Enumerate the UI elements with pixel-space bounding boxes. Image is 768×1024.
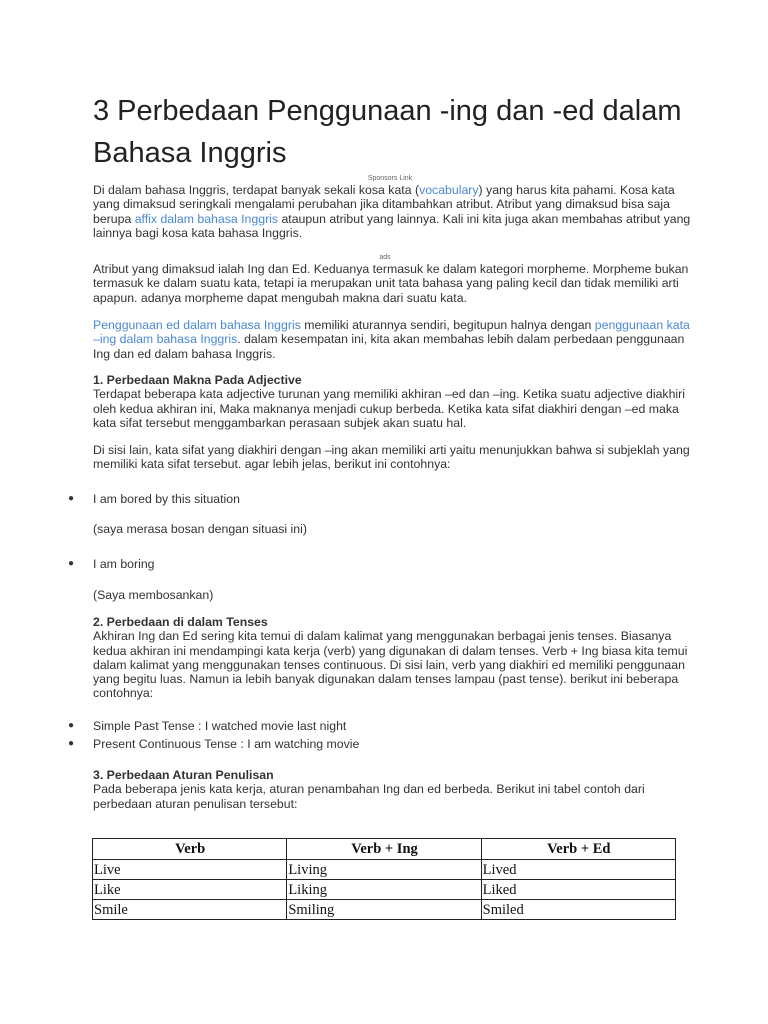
bullet-icon: ● (68, 720, 75, 731)
table-row (93, 880, 676, 900)
table-cell: Like (93, 880, 287, 900)
table-cell: Smiled (481, 900, 675, 920)
example-translation: (Saya membosankan) (93, 588, 214, 602)
vocabulary-link[interactable]: vocabulary (419, 183, 479, 197)
intro-paragraph: Di dalam bahasa Inggris, terdapat banyak sekali kosa kata (vocabulary) yang harus kita pahami. Kosa kata yang dimaksud seringkali mengalami perubahan jika ditambahkan atribut. Atribut yang dimaksud bisa saja berupa affix dalam bahasa Inggris ataupun atribut yang lainnya. Kali ini kita juga akan membahas atribut yang lainnya bagi kosa kata bahasa Inggris. (93, 183, 691, 240)
table-cell: Live (93, 860, 287, 880)
table-header: Verb + Ing (287, 839, 481, 860)
section1-block (93, 373, 693, 430)
sponsors-label: Sponsors Link (367, 175, 413, 182)
table-header: Verb (93, 839, 287, 860)
tense-example: Present Continuous Tense : I am watching movie (93, 737, 360, 751)
section1-body2: Di sisi lain, kata sifat yang diakhiri dengan –ing akan memiliki arti yaitu menunjukkan bahwa si subjeklah yang memiliki kata sifat tersebut. agar lebih jelas, berikut ini contohnya: (93, 443, 690, 472)
bullet-icon: ● (68, 558, 75, 569)
section1-heading: 1. Perbedaan Makna Pada Adjective (93, 373, 302, 387)
ads-label: ads (379, 254, 391, 261)
section2-body: Akhiran Ing dan Ed sering kita temui di dalam kalimat yang menggunakan berbagai jenis tenses. Biasanya kedua akhiran ini mendampingi kata kerja (verb) yang digunakan di dalam tenses. Verb + Ing biasa kita temui dalam kalimat yang menggunakan tenses continuous. Di sisi lain, verb yang diakhiri ed memiliki penggunaan yang begitu luas. Namun ia lebih banyak digunakan dalam tenses lampau (past tense). berikut ini beberapa contohnya: (93, 629, 688, 701)
table-row (93, 860, 676, 880)
table-cell: Liking (287, 880, 481, 900)
page-title: 3 Perbedaan Penggunaan -ing dan -ed dalam Bahasa Inggris (93, 95, 682, 169)
section3-block (93, 768, 693, 811)
section1-body: Terdapat beberapa kata adjective turunan yang memiliki akhiran –ed dan –ing. Ketika suatu adjective diakhiri oleh kedua akhiran ini, Maka maknanya menjadi cukup berbeda. Ketika kata sifat diakhiri dengan –ed maka kata sifat tersebut menggambarkan perasaan subjek akan suatu hal. (93, 387, 685, 430)
table-cell: Liked (481, 880, 675, 900)
section2-heading: 2. Perbedaan di dalam Tenses (93, 615, 268, 629)
section3-body: Pada beberapa jenis kata kerja, aturan penambahan Ing dan ed berbeda. Berikut ini tabel contoh dari perbedaan aturan penulisan tersebut: (93, 782, 645, 811)
table-header-row (93, 839, 676, 860)
section2-block (93, 615, 693, 701)
usage-paragraph: Penggunaan ed dalam bahasa Inggris memiliki aturannya sendiri, begitupun halnya dengan penggunaan kata –ing dalam bahasa Inggris. dalam kesempatan ini, kita akan membahas lebih dalam perbedaan penggunaan Ing dan ed dalam bahasa Inggris. (93, 318, 690, 361)
table-header: Verb + Ed (481, 839, 675, 860)
morpheme-paragraph: Atribut yang dimaksud ialah Ing dan Ed. Keduanya termasuk ke dalam kategori morpheme. Morpheme bukan termasuk ke dalam suatu kata, tetapi ia merupakan unit tata bahasa yang paling kecil dan tidak memiliki arti apapun. adanya morpheme dapat mengubah makna dari suatu kata. (93, 262, 689, 305)
table-cell: Living (287, 860, 481, 880)
affix-link[interactable]: affix dalam bahasa Inggris (134, 211, 279, 226)
table-row (93, 900, 676, 920)
ed-usage-link[interactable]: Penggunaan ed dalam bahasa Inggris (93, 318, 301, 332)
example-translation: (saya merasa bosan dengan situasi ini) (93, 522, 307, 536)
table-cell: Smile (93, 900, 287, 920)
example-text: I am boring (93, 557, 155, 571)
verb-table (92, 838, 676, 920)
ing-usage-link[interactable]: penggunaan kata –ing dalam bahasa Inggris (93, 318, 690, 347)
table-cell: Smiling (287, 900, 481, 920)
bullet-icon: ● (68, 493, 75, 504)
example-text: I am bored by this situation (93, 492, 240, 506)
table-cell: Lived (481, 860, 675, 880)
tense-example: Simple Past Tense : I watched movie last night (93, 719, 347, 733)
section3-heading: 3. Perbedaan Aturan Penulisan (93, 768, 274, 782)
bullet-icon: ● (68, 738, 75, 749)
